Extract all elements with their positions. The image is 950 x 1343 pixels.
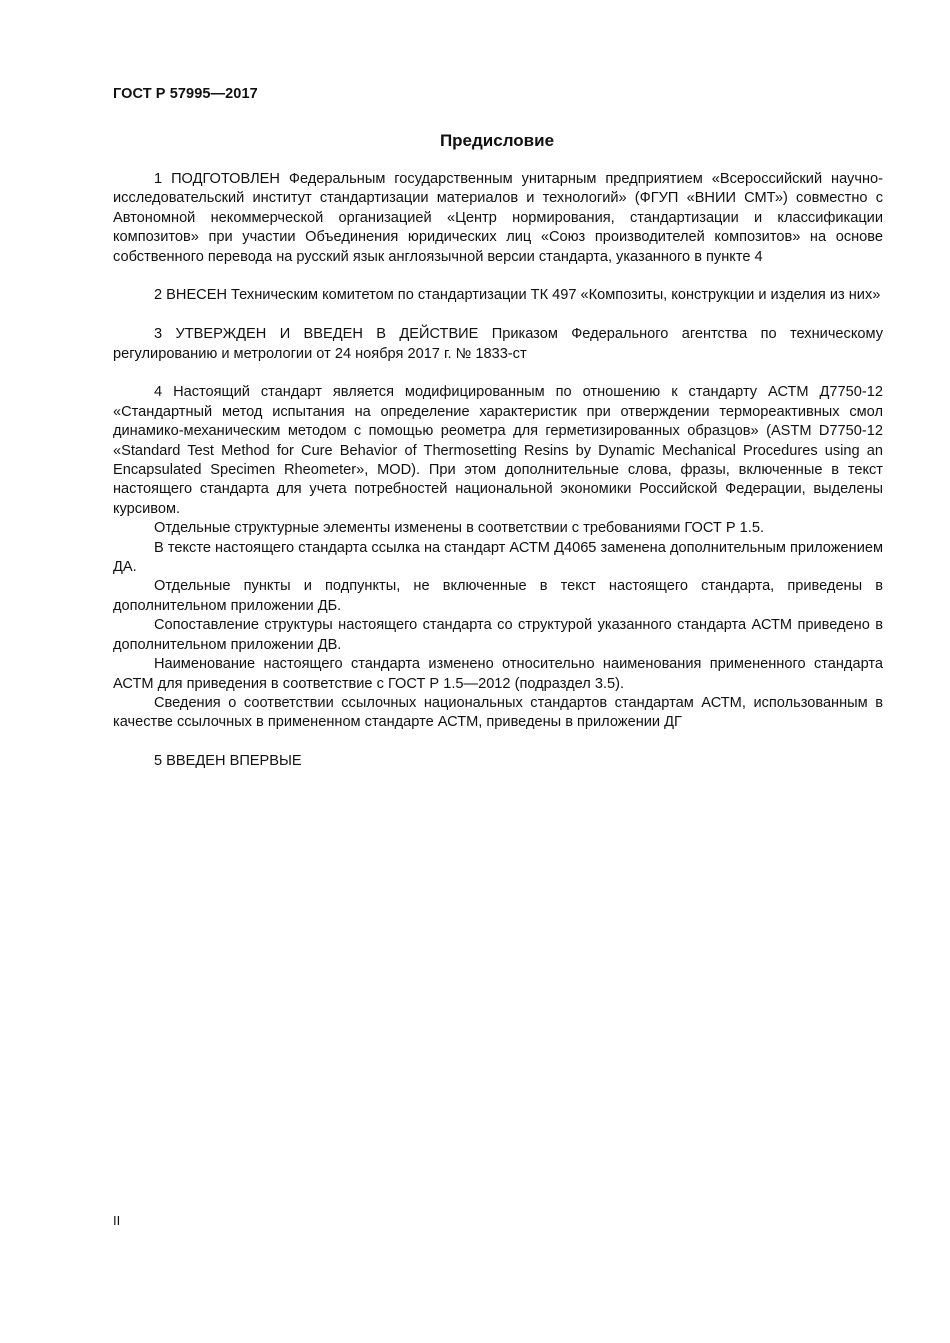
section-title: Предисловие [439,131,555,150]
paragraph-submitted-by: 2 ВНЕСЕН Техническим комитетом по стандартизации ТК 497 «Композиты, конструкции и изделия из них» [154,287,881,304]
document-header: ГОСТ Р 57995—2017 [113,86,258,102]
paragraph-introduced-first: 5 ВВЕДЕН ВПЕРВЫЕ [154,753,302,770]
paragraph-reference-replaced: В тексте настоящего стандарта ссылка на стандарт АСТМ Д4065 заменена дополнительным приложением ДА. [113,539,883,576]
paragraph-structure-comparison: Сопоставление структуры настоящего стандарта со структурой указанного стандарта АСТМ приведено в дополнительном приложении ДВ. [113,617,883,653]
paragraph-structural-changes: Отдельные структурные элементы изменены в соответствии с требованиями ГОСТ Р 1.5. [154,520,765,537]
foreword-body [113,170,883,772]
page-number: II [113,1213,121,1228]
paragraph-approved: 3 УТВЕРЖДЕН И ВВЕДЕН В ДЕЙСТВИЕ Приказом Федерального агентства по техническому регулированию и метрологии от 24 ноября 2017 г. № 1833-ст [113,326,883,362]
paragraph-prepared-by: 1 ПОДГОТОВЛЕН Федеральным государственным унитарным предприятием «Всероссийский научно-исследовательский институт стандартизации материалов и технологий» (ФГУП «ВНИИ СМТ») совместно с Автономной некоммерческой организацией «Центр нормирования, стандартизации и классификации композитов» при участии Объединения юридических лиц «Союз производителей композитов» на основе собственного перевода на русский язык англоязычной версии стандарта, указанного в пункте 4 [113,171,883,265]
paragraph-modification: 4 Настоящий стандарт является модифицированным по отношению к стандарту АСТМ Д7750-12 «Стандартный метод испытания на определение характеристик при отверждении термореактивных смол динамико-механическим методом с помощью реометра для герметизированных образцов» (ASTM D7750-12 «Standard Test Method for Cure Behavior of Thermosetting Resins by Dynamic Mechanical Procedures using an Encapsulated Specimen Rheometer», MOD). При этом дополнительные слова, фразы, включенные в текст настоящего стандарта для учета потребностей национальной экономики Российской Федерации, выделены курсивом. [113,384,883,517]
paragraph-excluded-items: Отдельные пункты и подпункты, не включенные в текст настоящего стандарта, приведены в дополнительном приложении ДБ. [113,578,883,614]
paragraph-reference-info: Сведения о соответствии ссылочных национальных стандартов стандартам АСТМ, использованным в качестве ссылочных в примененном стандарте АСТМ, приведены в приложении ДГ [113,694,883,731]
paragraph-title-changed: Наименование настоящего стандарта изменено относительно наименования примененного стандарта АСТМ для приведения в соответствие с ГОСТ Р 1.5—2012 (подраздел 3.5). [113,656,883,692]
